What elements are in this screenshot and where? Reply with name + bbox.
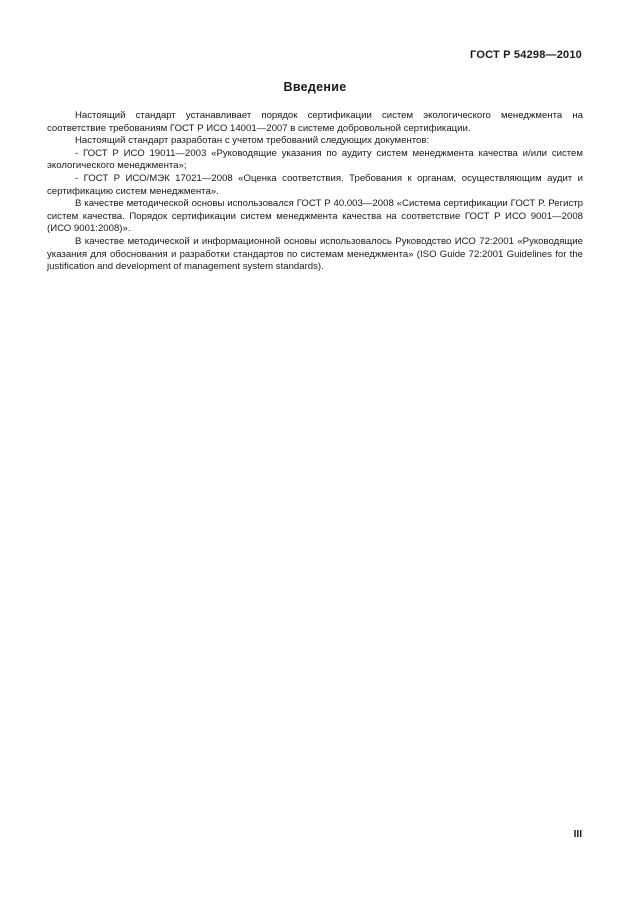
paragraph-scope: Настоящий стандарт устанавливает порядок сертификации систем экологического менеджмента на соответствие требованиям ГОСТ Р ИСО 14001—2007 в системе добровольной сертификации.: [47, 110, 583, 134]
list-item-iso-17021: - ГОСТ Р ИСО/МЭК 17021—2008 «Оценка соответствия. Требования к органам, осуществляющим аудит и сертификацию систем менеджмента».: [47, 172, 583, 197]
page-title: Введение: [283, 80, 347, 94]
list-item-iso-19011: - ГОСТ Р ИСО 19011—2003 «Руководящие указания по аудиту систем менеджмента качества и/или систем экологического менеджмента»;: [47, 147, 583, 172]
page-number: III: [573, 829, 582, 840]
body-text: [47, 110, 583, 274]
paragraph-developed-with: Настоящий стандарт разработан с учетом требований следующих документов:: [75, 135, 430, 147]
paragraph-methodological-basis: В качестве методической основы использовался ГОСТ Р 40.003—2008 «Система сертификации ГОСТ Р. Регистр систем качества. Порядок сертификации систем менеджмента качества на соответствие ГОСТ Р ИСО 9001—2008 (ИСО 9001:2008)».: [47, 198, 583, 235]
document-header-standard-id: ГОСТ Р 54298—2010: [470, 49, 582, 61]
paragraph-information-basis: В качестве методической и информационной основы использовалось Руководство ИСО 72:2001 «Руководящие указания для обоснования и разработки стандартов по системам менеджмента» (ISO Guide 72:2001 Guidelines for the justification and development of management system standards).: [47, 235, 583, 273]
